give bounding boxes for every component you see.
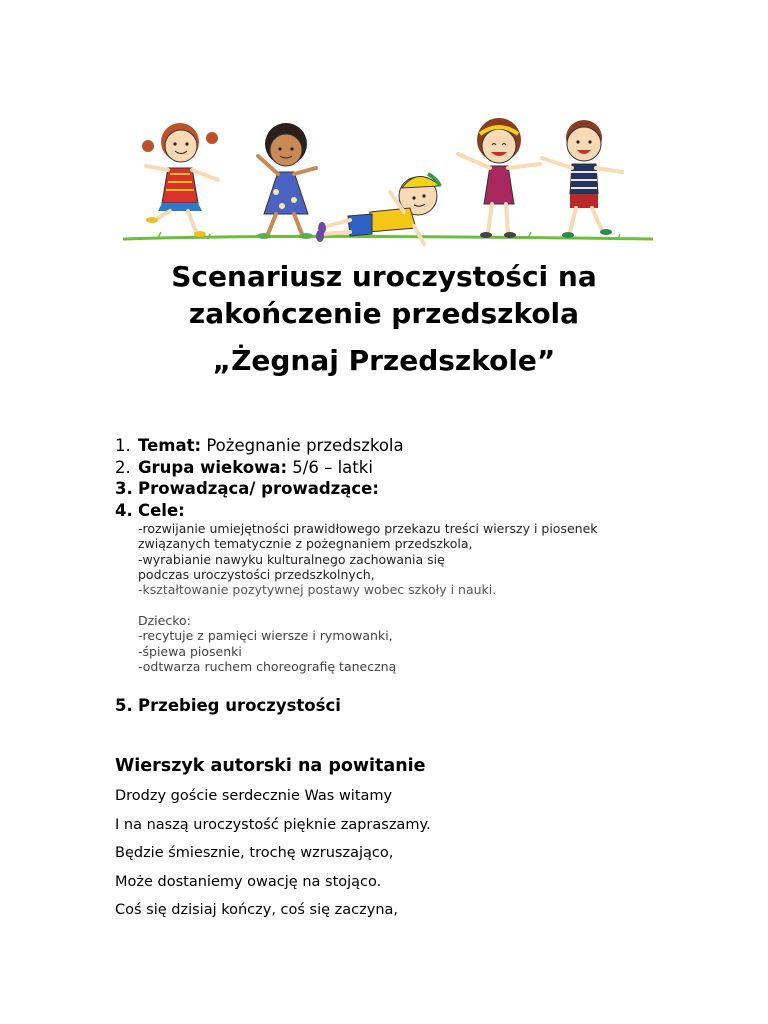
child-heading: Dziecko:	[138, 613, 191, 628]
list-label: Prowadząca/ prowadzące:	[138, 479, 379, 498]
children-playing-illustration	[118, 108, 658, 248]
list-item-course	[115, 695, 341, 717]
page-title-line-2: zakończenie przedszkola	[188, 297, 580, 330]
list-label: Grupa wiekowa:	[138, 457, 288, 477]
list-number: 1.	[115, 436, 131, 455]
list-number: 3.	[115, 479, 133, 498]
list-item-goals	[115, 500, 675, 522]
goal-line: związanych tematycznie z pożegnaniem przedszkola,	[138, 536, 473, 552]
list-label: Cele:	[138, 500, 185, 520]
list-item-hosts	[115, 478, 675, 500]
goal-line: -wyrabianie nawyku kulturalnego zachowania się	[138, 551, 445, 567]
list-number: 4.	[115, 500, 133, 520]
child-outcome-line: -śpiewa piosenki	[138, 643, 242, 659]
child-boy-striped	[542, 120, 622, 238]
poem-line: Drodzy goście serdecznie Was witamy	[115, 788, 393, 804]
child-girl-red-hair	[142, 123, 218, 237]
child-outcome-line: -recytuje z pamięci wiersze i rymowanki,	[138, 628, 393, 644]
page-title-line-1: Scenariusz uroczystości na	[171, 260, 597, 293]
page-subtitle: „Żegnaj Przedszkole”	[212, 344, 556, 377]
list-item-topic	[115, 435, 675, 457]
list-number: 5.	[115, 696, 133, 715]
goal-line: -rozwijanie umiejętności prawidłowego przekazu treści wierszy i piosenek	[138, 521, 598, 536]
child-girl-headband	[458, 118, 540, 238]
child-outcome-line: -odtwarza ruchem choreografię taneczną	[138, 658, 397, 674]
list-item-age-group	[115, 457, 675, 479]
goal-line: -kształtowanie pozytywnej postawy wobec szkoły i nauki.	[138, 582, 497, 598]
list-value: Pożegnanie przedszkola	[201, 436, 404, 455]
child-boy-lying	[316, 174, 440, 244]
poem-line: I na naszą uroczystość pięknie zapraszamy.	[115, 816, 431, 833]
list-label: Temat:	[138, 436, 202, 455]
poem-line: Będzie śmiesznie, trochę wzruszająco,	[115, 845, 394, 861]
poem-title: Wierszyk autorski na powitanie	[115, 756, 426, 776]
list-number: 2.	[115, 457, 131, 477]
scenario-info-list	[115, 435, 675, 521]
child-girl-dark-hair	[257, 123, 316, 239]
poem-line: Coś się dzisiaj kończy, coś się zaczyna,	[115, 902, 399, 918]
goals-text	[138, 521, 658, 597]
child-outcomes	[138, 613, 658, 674]
list-value: 5/6 – latki	[287, 457, 373, 477]
list-label: Przebieg uroczystości	[138, 696, 341, 715]
goal-line: podczas uroczystości przedszkolnych,	[138, 566, 375, 582]
poem-line: Może dostaniemy owację na stojąco.	[115, 873, 382, 890]
poem-text	[115, 785, 431, 928]
